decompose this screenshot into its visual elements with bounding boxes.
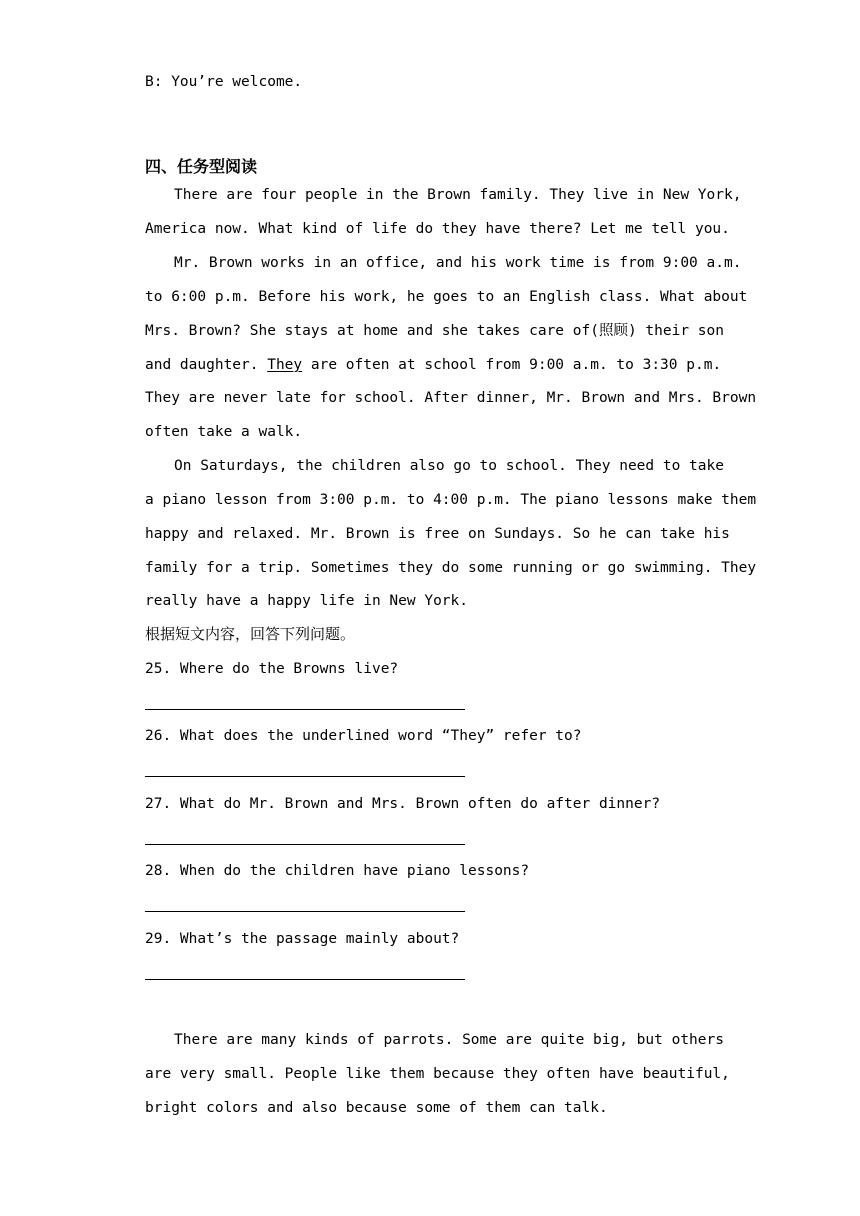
passage1-p3-line4: family for a trip. Sometimes they do some running or go swimming. They [145, 560, 757, 576]
question-28: 28. When do the children have piano lessons? [145, 863, 530, 879]
text-before-underline: and daughter. [145, 357, 268, 373]
answer-line-27[interactable] [145, 844, 465, 845]
question-25: 25. Where do the Browns live? [145, 661, 399, 677]
passage2-line2: are very small. People like them because they often have beautiful, [145, 1066, 730, 1082]
text-after-underline: are often at school from 9:00 a.m. to 3:30 p.m. [302, 357, 722, 373]
answer-line-29[interactable] [145, 979, 465, 980]
passage1-p2-line5: They are never late for school. After dinner, Mr. Brown and Mrs. Brown [145, 390, 757, 406]
section-title: 四、任务型阅读 [145, 157, 258, 176]
answer-line-28[interactable] [145, 911, 465, 912]
underlined-word: They [267, 357, 303, 373]
passage1-p1-line1: There are four people in the Brown family. They live in New York, [174, 187, 742, 203]
question-27: 27. What do Mr. Brown and Mrs. Brown often do after dinner? [145, 796, 661, 812]
answer-line-25[interactable] [145, 709, 465, 710]
passage1-p3-line5: really have a happy life in New York. [145, 593, 469, 609]
question-29: 29. What’s the passage mainly about? [145, 931, 460, 947]
passage1-p2-line6: often take a walk. [145, 424, 303, 440]
dialogue-line: B: You’re welcome. [145, 74, 303, 90]
passage1-p3-line2: a piano lesson from 3:00 p.m. to 4:00 p.m. The piano lessons make them [145, 492, 757, 508]
passage1-p2-line1: Mr. Brown works in an office, and his work time is from 9:00 a.m. [174, 255, 742, 271]
passage1-p1-line2: America now. What kind of life do they have there? Let me tell you. [145, 221, 730, 237]
passage1-p3-line3: happy and relaxed. Mr. Brown is free on Sundays. So he can take his [145, 526, 730, 542]
question-26: 26. What does the underlined word “They” refer to? [145, 728, 582, 744]
instruction: 根据短文内容，回答下列问题。 [145, 625, 356, 643]
passage1-p3-line1: On Saturdays, the children also go to school. They need to take [174, 458, 724, 474]
answer-line-26[interactable] [145, 776, 465, 777]
passage2-line1: There are many kinds of parrots. Some are quite big, but others [174, 1032, 724, 1048]
passage1-p2-line3: Mrs. Brown? She stays at home and she takes care of(照顾) their son [145, 323, 724, 339]
passage1-p2-line4 [145, 355, 722, 375]
passage1-p2-line2: to 6:00 p.m. Before his work, he goes to an English class. What about [145, 289, 748, 305]
passage2-line3: bright colors and also because some of them can talk. [145, 1100, 608, 1116]
